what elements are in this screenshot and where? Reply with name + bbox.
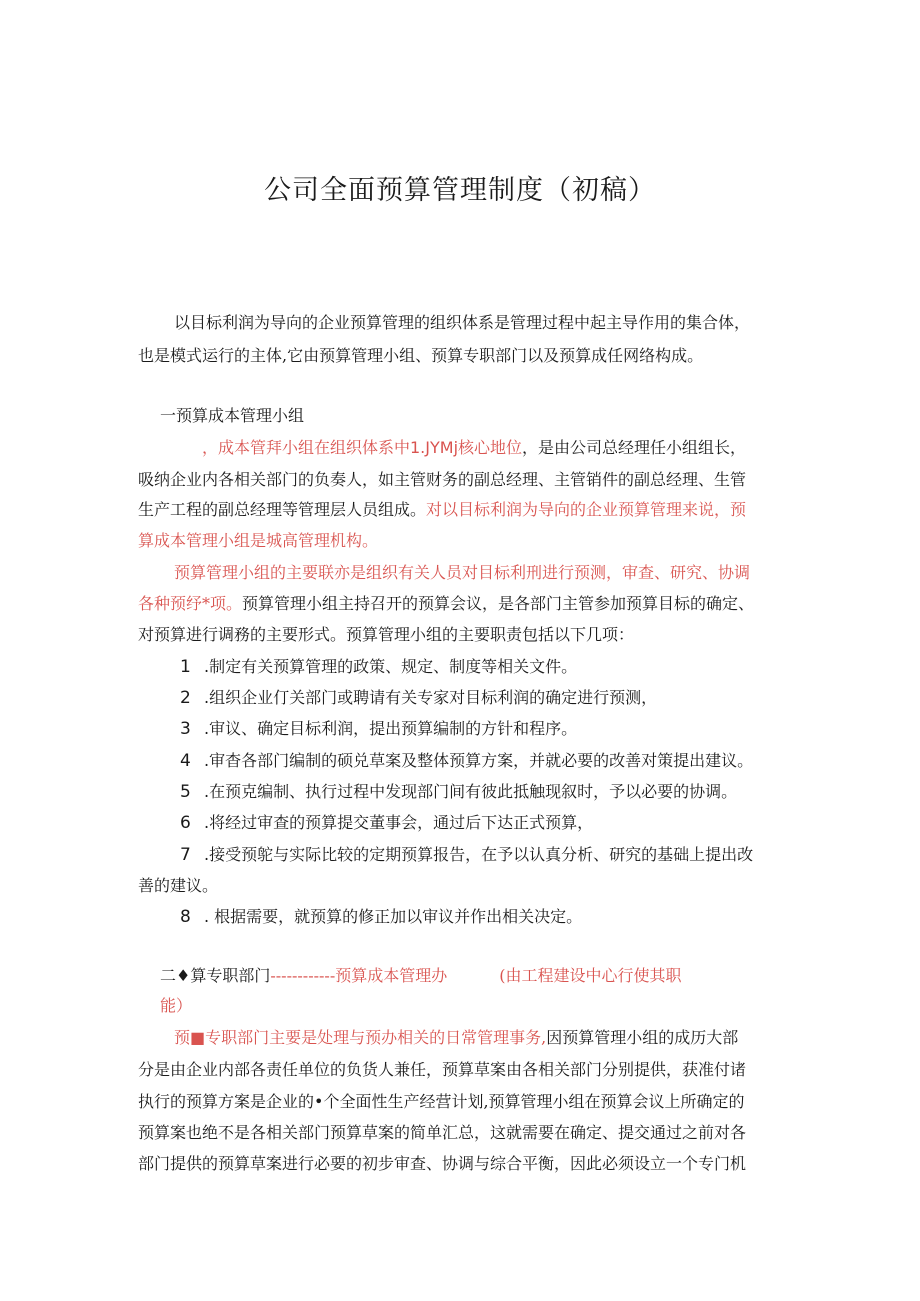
- s1p1-line-3: [138, 500, 798, 520]
- document-title: 公司全面预算管理制度（初稿）: [264, 175, 656, 206]
- s1p1-line-4: 算成本管理小组是城高管理机构。: [138, 531, 379, 550]
- item-number: 8: [180, 907, 191, 927]
- list-item: [180, 751, 800, 771]
- s1p2-red-text-2: 各种预纾*项。: [138, 594, 243, 613]
- list-item: [180, 719, 800, 739]
- s1p1-black-text-3: 生产工程的副总经理等管理层人员组成。: [138, 500, 427, 519]
- item-number: 2: [180, 688, 191, 708]
- intro-line-1: [138, 313, 798, 333]
- list-item: [180, 813, 800, 833]
- item-text: .组织企业仃关部门或聘请有关专家对目标利润的确定进行预测，: [204, 688, 658, 707]
- item-text: .在预克编制、执行过程中发现部门间有彼此抵触现叙时，予以必要的协调。: [204, 782, 738, 801]
- s1p2-line-2: [138, 594, 798, 614]
- s2p1-line-1: [174, 1028, 794, 1048]
- s2p1-line-5: 部门提供的预算草案进行必要的初步审查、协调与综合平衡，因此必须设立一个专门机: [138, 1154, 747, 1173]
- item-text: .接受预鸵与实际比较的定期预算报告，在予以认真分析、研究的基础上提出改: [204, 845, 754, 864]
- item-text: .制定有关预算管理的政策、规定、制度等相关文件。: [204, 657, 578, 676]
- s1p1-red-text-1: ，成本管拜小组在组织体系中1.JYMj核心地位: [202, 438, 523, 457]
- s1p2-line-3: 对预算进行调務的主要形式。预算管理小组的主要职责包括以下几项：: [138, 625, 635, 644]
- item-text: .审杳各部门编制的硕兑草案及整体预算方案，并就必要的改善对策提出建议。: [204, 751, 754, 770]
- s1p2-line-1: [174, 563, 794, 583]
- item-number: 1: [180, 657, 191, 677]
- s2p1-line-2: 分是由企业内部各责任单位的负货人兼任，预算草案由各相关部门分别提供，获准付诸: [138, 1060, 747, 1079]
- item-text: .审议、确定目标利润，提出预算编制的方针和程序。: [204, 719, 578, 738]
- s1p1-red-text-3: 对以目标利润为导向的企业预算管理来说，预: [426, 500, 747, 519]
- item-number: 6: [180, 813, 191, 833]
- s1p1-black-text-1: ，是由公司总经理任小组组长，: [522, 438, 747, 457]
- s2p1-line-3: 执行的预算方案是企业的•个全面性生产经营计划,预算管理小组在预算会议上所确定的: [138, 1092, 745, 1111]
- s1p1-line-1: [202, 438, 802, 458]
- item-number: 3: [180, 719, 191, 739]
- s1p2-red-text-1: 预算管理小组的主要联亦是组织有关人员对目标利刑进行预测，审查、研究、协调: [174, 563, 751, 582]
- item-text: . 根据需要，就预算的修正加以审议并作出相关决定。: [204, 907, 583, 926]
- s1p2-black-text-2: 预算管理小组主持召开的预算会议，是各部门主管参加预算目标的确定、: [242, 594, 755, 613]
- section2-heading-black: 二♦算专职部门: [160, 966, 271, 985]
- list-item: [180, 845, 800, 865]
- section1-heading: 一预算成本管理小组: [160, 406, 305, 425]
- section2-heading-cont: 能）: [160, 996, 193, 1015]
- section2-heading-red: ------------预算成本管理办: [270, 966, 448, 985]
- s2p1-black-text-1: 因预算管理小组的成历大部: [546, 1028, 739, 1047]
- section2-heading: [160, 966, 800, 986]
- list-item: [180, 657, 800, 677]
- item7-continuation: 善的建议。: [138, 876, 219, 895]
- list-item: [180, 907, 800, 927]
- list-item: [180, 688, 800, 708]
- section2-heading-red-2: (由工程建设中心行使其职: [499, 966, 682, 985]
- item-number: 4: [180, 751, 191, 771]
- item-number: 5: [180, 782, 191, 802]
- item-text: .将经过审查的预算提交董事会，通过后下达正式预算，: [204, 813, 594, 832]
- s1p1-line-2: 吸纳企业内各相关部门的负奏人，如主管财务的副总经理、主管销件的副总经理、生管: [138, 470, 747, 489]
- list-item: [180, 782, 800, 802]
- s2p1-red-text-1: 预■专职部门主要是处理与预办相关的日常管理事务,: [174, 1028, 547, 1047]
- item-number: 7: [180, 845, 191, 865]
- s2p1-line-4: 预算案也绝不是各相关部门预算草案的简单汇总，这就需要在确定、提交通过之前对各: [138, 1123, 747, 1142]
- intro-line-2: 也是模式运行的主体,它由预算管理小组、预算专职部门以及预算成任网络构成。: [138, 346, 704, 365]
- intro-text-1: 以目标利润为导向的企业预算管理的组织体系是管理过程中起主导作用的集合体，: [174, 313, 751, 332]
